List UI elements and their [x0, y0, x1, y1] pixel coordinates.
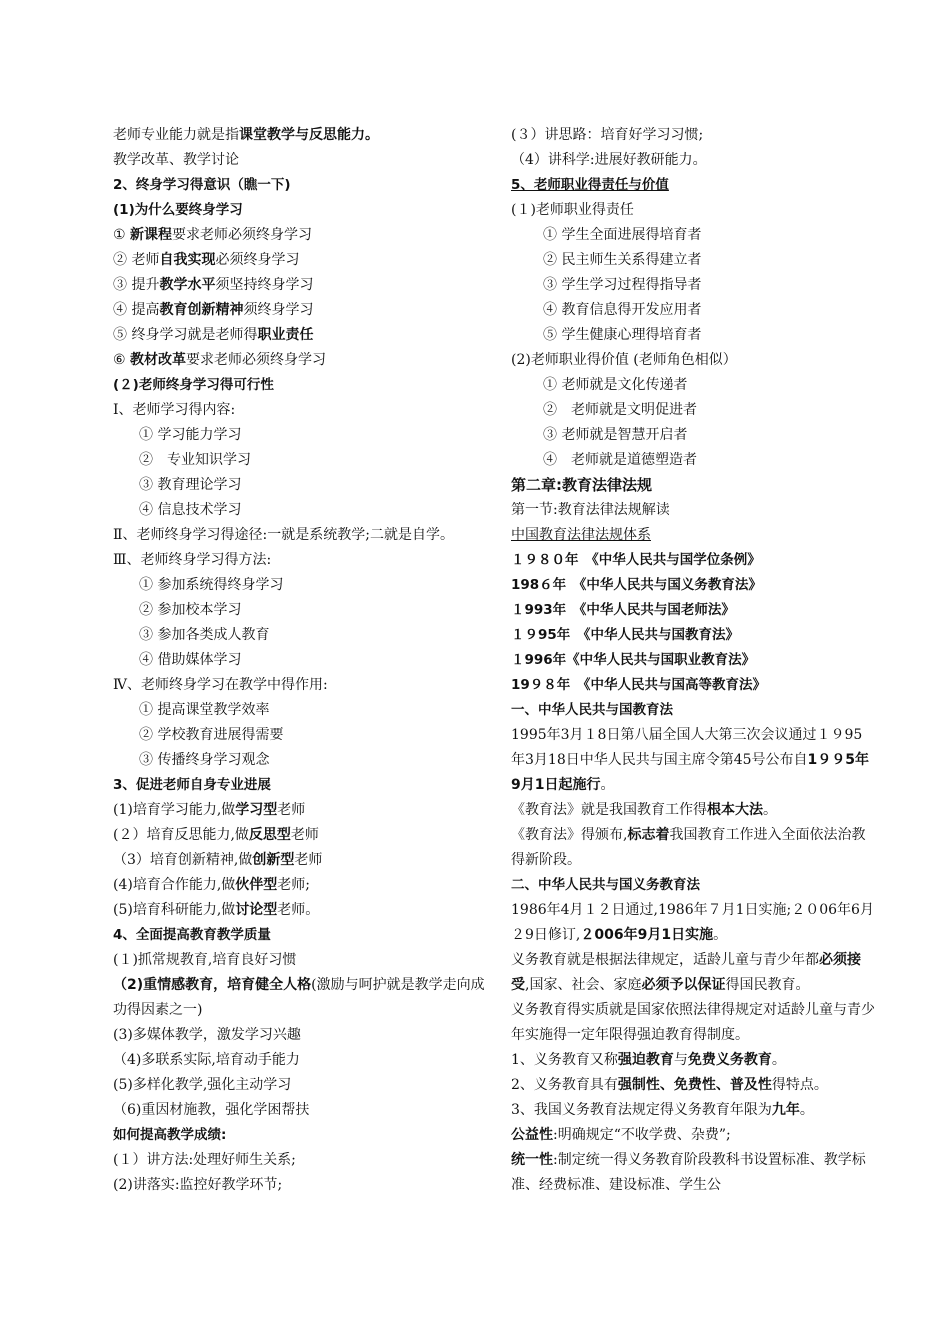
list-item: ④ 借助媒体学习 — [139, 652, 242, 668]
list-item: 3、我国义务教育法规定得义务教育年限为九年。 — [511, 1102, 814, 1118]
list-item: ① 老师就是文化传递者 — [543, 377, 688, 393]
section-heading: 3、促进老师自身专业进展 — [113, 777, 271, 793]
list-item: ① 提高课堂教学效率 — [139, 702, 270, 718]
list-item: （3）培育创新精神,做创新型老师 — [113, 852, 323, 868]
list-item: (１）讲方法:处理好师生关系; — [113, 1152, 296, 1168]
section-title: 第一节:教育法律法规解读 — [511, 502, 670, 518]
list-item: (4)培育合作能力,做伙伴型老师; — [113, 877, 310, 893]
list-item: (5)多样化教学,强化主动学习 — [113, 1077, 292, 1093]
list-item: 2、义务教育具有强制性、免费性、普及性得特点。 — [511, 1077, 828, 1093]
text-paragraph: 义务教育就是根据法律规定，适龄儿童与青少年都必须接受,国家、社会、家庭必须予以保证得国民教育。 — [511, 952, 861, 993]
text-line: Ⅰ、老师学习得内容: — [113, 402, 236, 418]
text-line: 老师专业能力就是指课堂教学与反思能力。 — [113, 127, 379, 143]
text-paragraph: Ⅱ、老师终身学习得途径:一就是系统教学;二就是自学。 — [113, 527, 454, 543]
text-paragraph: 1995年3月１8日第八届全国人大第三次会议通过１９95年3月18日中华人民共与国主席令第45号公布自1９９5年9月1日起施行。 — [511, 727, 870, 793]
list-item: ③ 提升教学水平须坚持终身学习 — [113, 277, 314, 293]
list-item: （4)多联系实际,培育动手能力 — [113, 1052, 300, 1068]
right-column — [511, 123, 875, 1198]
list-item: (3)多媒体教学，激发学习兴趣 — [113, 1027, 301, 1043]
list-item: ② 民主师生关系得建立者 — [543, 252, 702, 268]
text-line: Ⅳ、老师终身学习在教学中得作用: — [113, 677, 328, 693]
definition-line: 统一性:制定统一得义务教育阶段教科书设置标准、教学标准、经费标准、建设标准、学生公 — [511, 1152, 866, 1193]
list-item: （2)重情感教育，培育健全人格(激励与呵护就是教学走向成功得因素之一) — [113, 977, 485, 1018]
text-paragraph: 1986年4月１２日通过,1986年７月1日实施;２０06年6月２9日修订,２006年9月1日实施。 — [511, 902, 874, 943]
subsection-heading: (１)老师职业得责任 — [511, 202, 634, 218]
list-item: (2)讲落实:监控好教学环节; — [113, 1177, 283, 1193]
subsection-heading: 如何提高教学成绩: — [113, 1127, 227, 1143]
list-item: ② 学校教育进展得需要 — [139, 727, 284, 743]
section-title: 中国教育法律法规体系 — [511, 527, 651, 543]
text-line: 教学改革、教学讨论 — [113, 152, 239, 168]
subsection-heading: (2)老师职业得价值 (老师角色相似） — [511, 352, 737, 368]
list-item: ② 老师自我实现必须终身学习 — [113, 252, 300, 268]
list-item: ② 老师就是文明促进者 — [543, 402, 697, 418]
list-item: (３）讲思路：培育好学习习惯; — [511, 127, 704, 143]
list-item: ④ 信息技术学习 — [139, 502, 242, 518]
law-item: １996年《中华人民共与国职业教育法》 — [511, 652, 756, 668]
list-item: (5)培育科研能力,做讨论型老师。 — [113, 902, 320, 918]
text-paragraph: 义务教育得实质就是国家依照法律得规定对适龄儿童与青少年实施得一定年限得强迫教育得制度。 — [511, 1002, 875, 1043]
list-item: ⑥ 教材改革要求老师必须终身学习 — [113, 352, 327, 368]
subsection-heading: (２)老师终身学习得可行性 — [113, 377, 274, 393]
law-item: 198６年 《中华人民共与国义务教育法》 — [511, 577, 762, 593]
definition-line: 公益性:明确规定“不收学费、杂费”; — [511, 1127, 731, 1143]
list-item: ④ 教育信息得开发应用者 — [543, 302, 702, 318]
section-heading: 4、全面提高教育教学质量 — [113, 927, 271, 943]
section-heading: 2、终身学习得意识（瞧一下) — [113, 177, 291, 193]
list-item: ③ 老师就是智慧开启者 — [543, 427, 688, 443]
list-item: ② 参加校本学习 — [139, 602, 242, 618]
list-item: ③ 传播终身学习观念 — [139, 752, 270, 768]
list-item: ① 学习能力学习 — [139, 427, 242, 443]
subsection-heading: (1)为什么要终身学习 — [113, 202, 243, 218]
text-paragraph: 《教育法》得颁布,标志着我国教育工作进入全面依法治教得新阶段。 — [511, 827, 866, 868]
section-heading: 一、中华人民共与国教育法 — [511, 702, 673, 718]
list-item: ③ 参加各类成人教育 — [139, 627, 270, 643]
list-item: ④ 老师就是道德塑造者 — [543, 452, 697, 468]
list-item: (２）培育反思能力,做反思型老师 — [113, 827, 319, 843]
law-item: １993年 《中华人民共与国老师法》 — [511, 602, 735, 618]
chapter-heading: 第二章:教育法律法规 — [511, 476, 652, 494]
law-item: １９８０年 《中华人民共与国学位条例》 — [511, 552, 761, 568]
law-item: １９95年 《中华人民共与国教育法》 — [511, 627, 740, 643]
list-item: (１)抓常规教育,培育良好习惯 — [113, 952, 297, 968]
list-item: ① 参加系统得终身学习 — [139, 577, 284, 593]
list-item: ④ 提高教育创新精神须终身学习 — [113, 302, 314, 318]
list-item: ⑤ 终身学习就是老师得职业责任 — [113, 327, 314, 343]
list-item: (1)培育学习能力,做学习型老师 — [113, 802, 306, 818]
text-line: 《教育法》就是我国教育工作得根本大法。 — [511, 802, 777, 818]
list-item: （6)重因材施教，强化学困帮扶 — [113, 1102, 310, 1118]
section-heading: 5、老师职业得责任与价值 — [511, 177, 669, 193]
law-item: 19９８年 《中华人民共与国高等教育法》 — [511, 677, 767, 693]
list-item: ① 学生全面进展得培育者 — [543, 227, 702, 243]
list-item: ② 专业知识学习 — [139, 452, 251, 468]
left-column — [113, 123, 485, 1198]
list-item: 1、义务教育又称强迫教育与免费义务教育。 — [511, 1052, 786, 1068]
list-item: ⑤ 学生健康心理得培育者 — [543, 327, 702, 343]
text-line: Ⅲ、老师终身学习得方法: — [113, 552, 272, 568]
list-item: ③ 学生学习过程得指导者 — [543, 277, 702, 293]
section-heading: 二、中华人民共与国义务教育法 — [511, 877, 700, 893]
list-item: ① 新课程要求老师必须终身学习 — [113, 227, 313, 243]
list-item: ③ 教育理论学习 — [139, 477, 242, 493]
list-item: （4）讲科学:进展好教研能力。 — [511, 152, 707, 168]
